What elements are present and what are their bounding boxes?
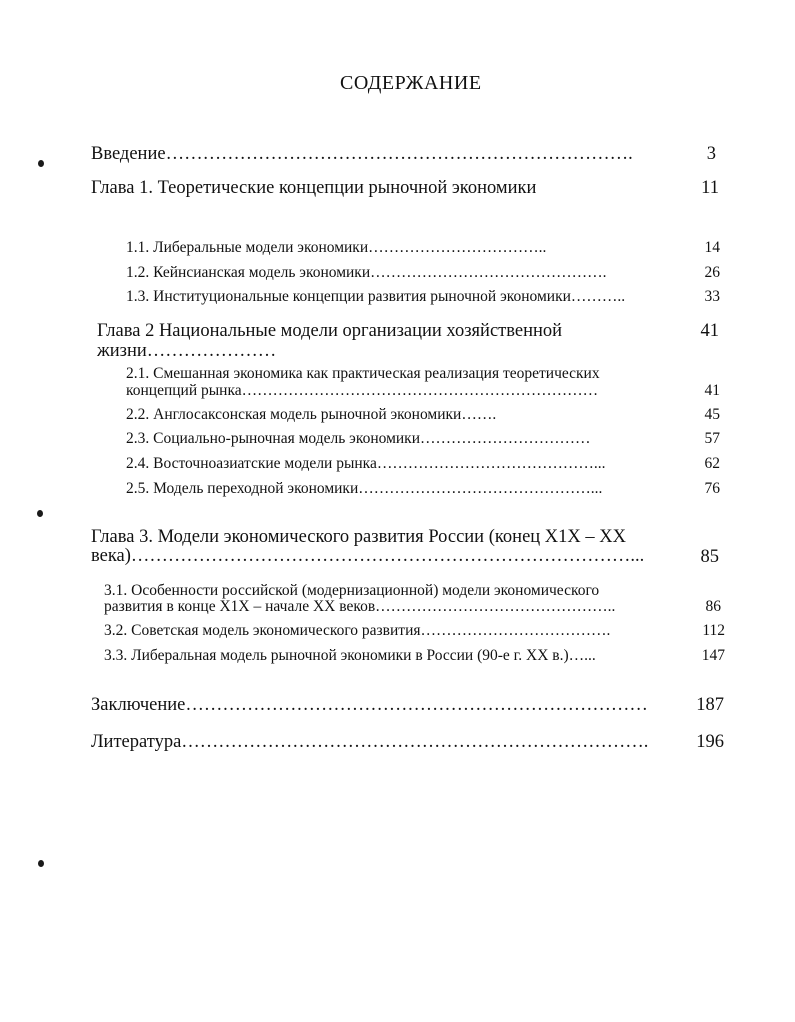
margin-dot [38,860,44,867]
toc-page: 85 [700,547,719,567]
toc-entry-2-5: 2.5. Модель переходной экономики………………………………………... [126,480,603,497]
toc-entry-chapter-2-cont: жизни………………… [97,341,277,361]
toc-page: 187 [696,695,724,715]
toc-page: 14 [704,239,720,256]
toc-entry-3-1-cont: развития в конце Х1Х – начале ХХ веков……………………………………….. [104,598,616,615]
toc-page: 26 [704,264,720,281]
toc-entry-2-3: 2.3. Социально-рыночная модель экономики…………………………… [126,430,591,447]
toc-entry-1-2: 1.2. Кейнсианская модель экономики………………………………………. [126,264,607,281]
toc-entry-2-4: 2.4. Восточноазиатские модели рынка……………………………………... [126,455,606,472]
toc-page: 41 [700,321,719,341]
toc-page: 86 [705,598,721,615]
margin-dot [38,160,44,167]
toc-page: 11 [701,178,719,198]
toc-entry-2-1: 2.1. Смешанная экономика как практическая реализация теоретических [126,365,600,382]
toc-entry-1-1: 1.1. Либеральные модели экономики…………………………….. [126,239,547,256]
toc-entry-2-1-cont: концепций рынка…………………………………………………………… [126,382,599,399]
toc-page: 33 [704,288,720,305]
toc-page: 196 [696,732,724,752]
toc-entry-1-3: 1.3. Институциональные концепции развития рыночной экономики……….. [126,288,626,305]
toc-entry-intro: Введение…………………………………………………………………. [91,144,633,164]
toc-page: 76 [704,480,720,497]
toc-entry-3-2: 3.2. Советская модель экономического развития………………………………. [104,622,611,639]
toc-page: 41 [704,382,720,399]
toc-entry-conclusion: Заключение………………………………………………………………… [91,695,648,715]
toc-page: 112 [702,622,725,639]
toc-title-text: СОДЕРЖАНИЕ [340,72,482,94]
toc-entry-chapter-3: Глава 3. Модели экономического развития России (конец Х1Х – ХХ [91,527,626,547]
toc-entry-chapter-3-cont: века)………………………………………………………………………... [91,546,645,566]
toc-entry-chapter-2: Глава 2 Национальные модели организации хозяйственной [97,321,563,341]
toc-page: 62 [704,455,720,472]
toc-entry-literature: Литература…………………………………………………………………. [91,732,649,752]
toc-entry-chapter-1: Глава 1. Теоретические концепции рыночной экономики [91,178,537,198]
margin-dot [37,510,43,517]
toc-page: 45 [704,406,720,423]
toc-page: 147 [701,647,725,664]
toc-page: 57 [704,430,720,447]
toc-entry-2-2: 2.2. Англосаксонская модель рыночной экономики……. [126,406,497,423]
toc-page: 3 [706,144,716,164]
toc-entry-3-3: 3.3. Либеральная модель рыночной экономики в России (90-е г. ХХ в.)…... [104,647,596,664]
toc-entry-3-1: 3.1. Особенности российской (модернизационной) модели экономического [104,582,600,599]
